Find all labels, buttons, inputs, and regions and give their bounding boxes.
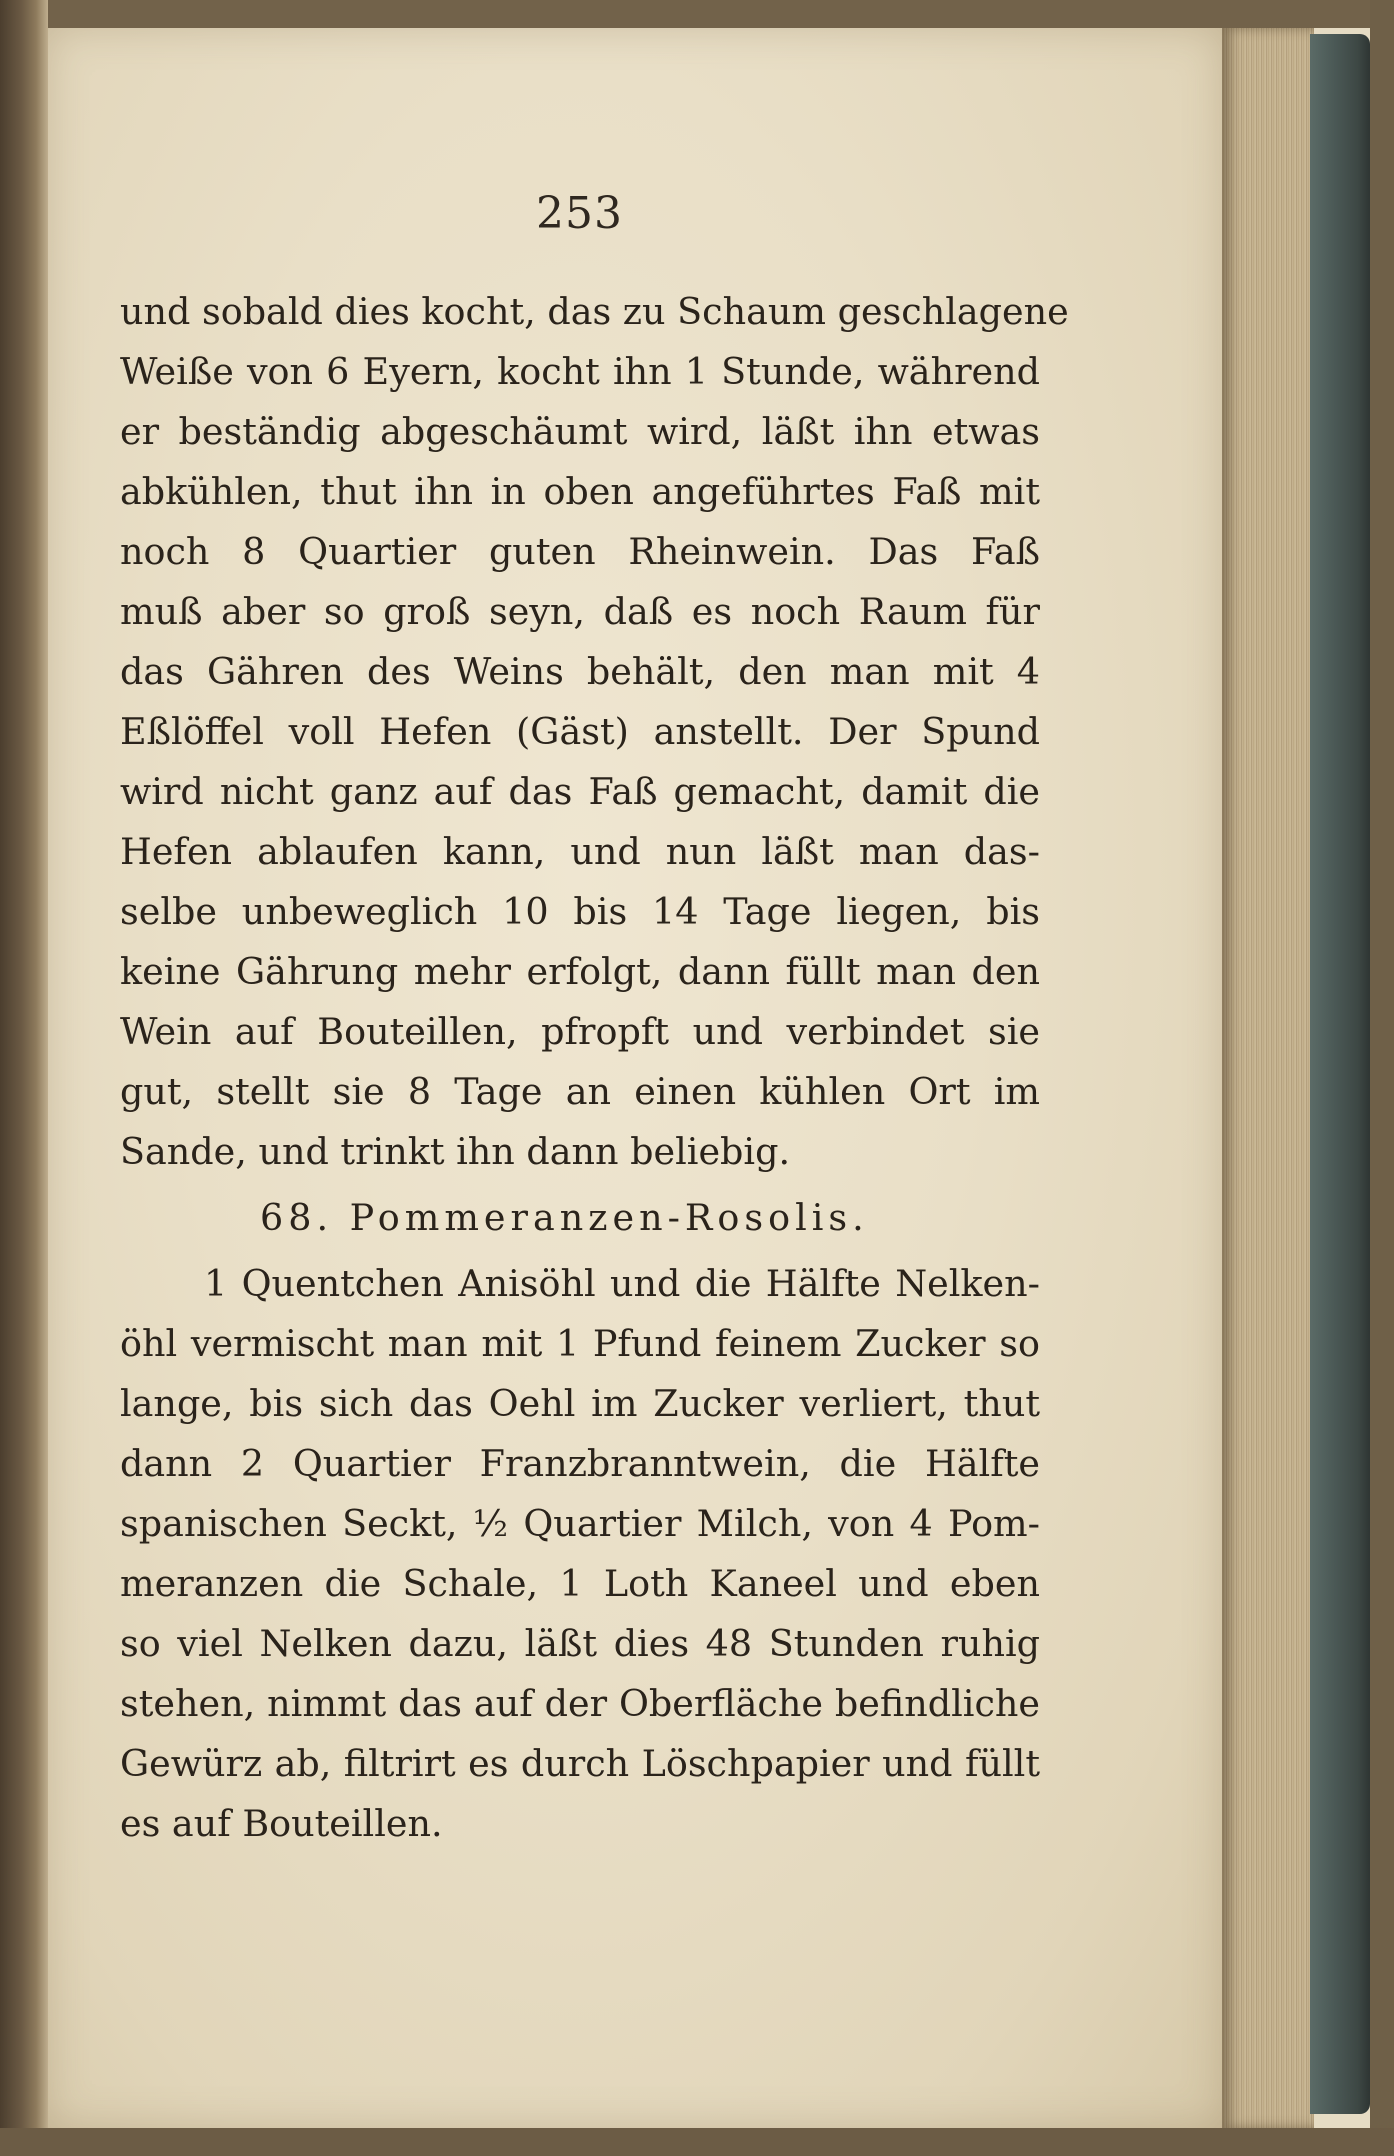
text-line: muß aber so groß seyn, daß es noch Raum für [120, 590, 1040, 633]
book-gutter-left [0, 0, 48, 2156]
text-line: das Gähren des Weins behält, den man mit 4 [120, 650, 1040, 693]
scan-background-bottom [0, 2128, 1394, 2156]
recipe-line: stehen, nimmt das auf der Oberfläche befindliche [120, 1682, 1040, 1725]
recipe-line: lange, bis sich das Oehl im Zucker verliert, thut [120, 1382, 1040, 1425]
book-cover-edge [1310, 34, 1370, 2114]
recipe-line: es auf Bouteillen. [120, 1802, 443, 1845]
text-line: abkühlen, thut ihn in oben angeführtes Faß mit [120, 470, 1040, 513]
recipe-line: Gewürz ab, filtrirt es durch Löschpapier und füllt [120, 1742, 1040, 1785]
text-line: keine Gährung mehr erfolgt, dann füllt man den [120, 950, 1040, 993]
text-line: Sande, und trinkt ihn dann beliebig. [120, 1130, 791, 1173]
text-line: noch 8 Quartier guten Rheinwein. Das Faß [120, 530, 1040, 573]
scan-background-right [1370, 0, 1394, 2156]
text-line: gut, stellt sie 8 Tage an einen kühlen Ort im [120, 1070, 1040, 1113]
text-line: Hefen ablaufen kann, und nun läßt man das- [120, 830, 1040, 873]
recipe-line: dann 2 Quartier Franzbranntwein, die Hälfte [120, 1442, 1040, 1485]
scan-background-top [0, 0, 1394, 28]
recipe-line: spanischen Seckt, ½ Quartier Milch, von 4 Pom- [120, 1502, 1040, 1545]
recipe-line: so viel Nelken dazu, läßt dies 48 Stunden ruhig [120, 1622, 1040, 1665]
text-line: wird nicht ganz auf das Faß gemacht, damit die [120, 770, 1040, 813]
book-fore-edge [1222, 28, 1314, 2128]
text-line: Weiße von 6 Eyern, kocht ihn 1 Stunde, während [120, 350, 1040, 393]
text-line: und sobald dies kocht, das zu Schaum geschlagene [120, 290, 1069, 333]
recipe-line: öhl vermischt man mit 1 Pfund feinem Zucker so [120, 1322, 1040, 1365]
recipe-line: meranzen die Schale, 1 Loth Kaneel und eben [120, 1562, 1040, 1605]
text-line: Wein auf Bouteillen, pfropft und verbindet sie [120, 1010, 1040, 1053]
page-text [120, 282, 1069, 1854]
page-number: 253 [536, 188, 623, 239]
recipe-line: 1 Quentchen Anisöhl und die Hälfte Nelken- [204, 1262, 1040, 1305]
recipe-heading: 68. Pommeranzen-Rosolis. [260, 1196, 869, 1239]
text-line: er beständig abgeschäumt wird, läßt ihn etwas [120, 410, 1040, 453]
text-line: Eßlöffel voll Hefen (Gäst) anstellt. Der Spund [120, 710, 1040, 753]
text-line: selbe unbeweglich 10 bis 14 Tage liegen, bis [120, 890, 1040, 933]
